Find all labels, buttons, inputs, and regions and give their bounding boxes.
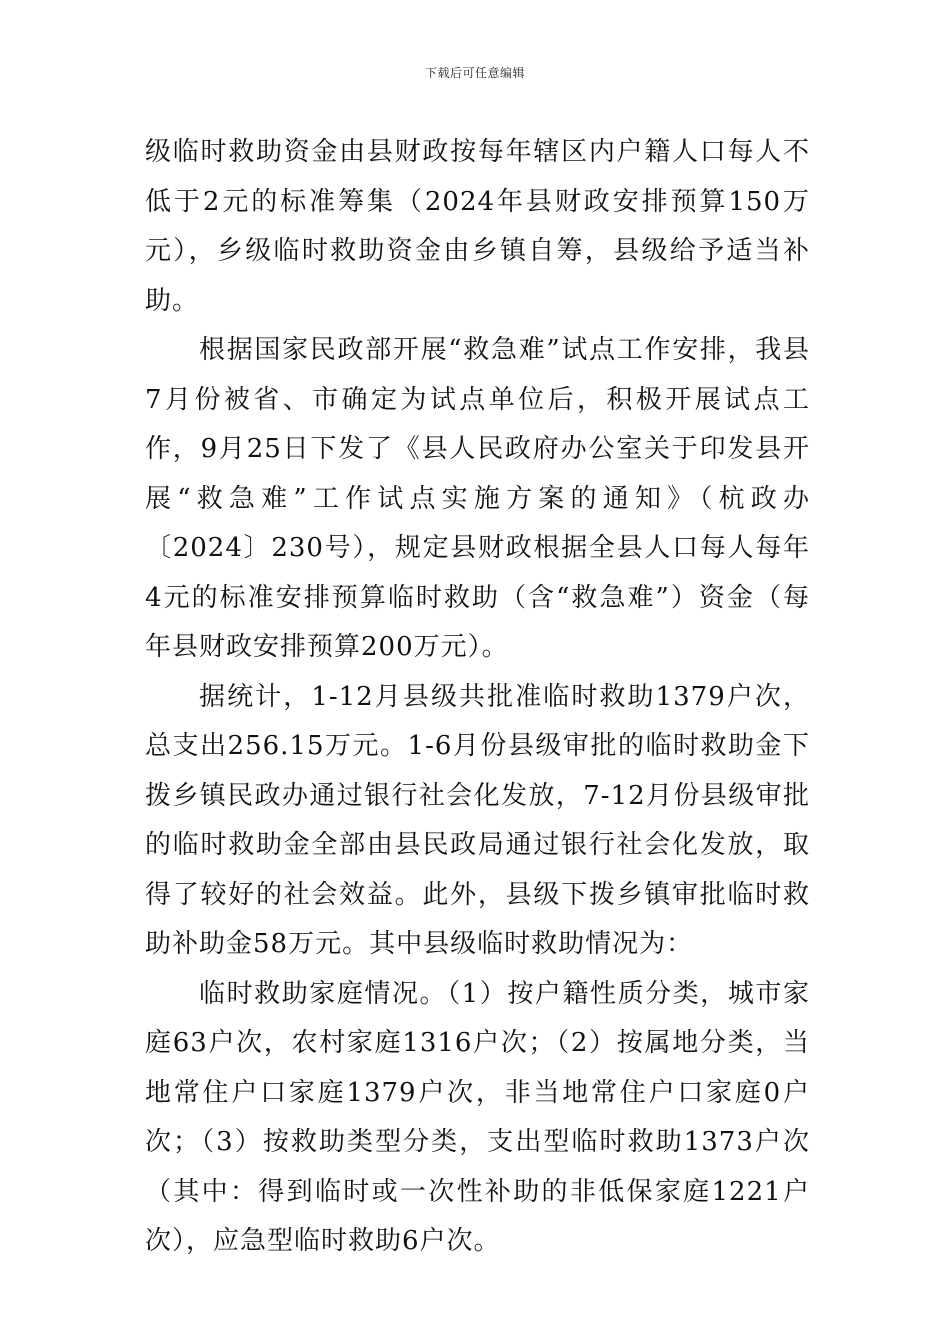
- paragraph-4: 临时救助家庭情况。（1）按户籍性质分类，城市家庭63户次，农村家庭1316户次；（2）按属地分类，当地常住户口家庭1379户次，非当地常住户口家庭0户次；（3）按救助类型分类，支出型临时救助1373户次（其中：得到临时或一次性补助的非低保家庭1221户次），应急型临时救助6户次。: [145, 978, 810, 1256]
- paragraph-3: 据统计，1-12月县级共批准临时救助1379户次，总支出256.15万元。1-6月份县级审批的临时救助金下拨乡镇民政办通过银行社会化发放，7-12月份县级审批的临时救助金全部由县民政局通过银行社会化发放，取得了较好的社会效益。此外，县级下拨乡镇审批临时救助补助金58万元。其中县级临时救助情况为：: [145, 681, 810, 959]
- paragraph-2: 根据国家民政部开展“救急难”试点工作安排，我县7月份被省、市确定为试点单位后，积极开展试点工作，9月25日下发了《县人民政府办公室关于印发县开展“救急难”工作试点实施方案的通知》（杭政办〔2024〕230号），规定县财政根据全县人口每人每年4元的标准安排预算临时救助（含“救急难”）资金（每年县财政安排预算200万元）。: [145, 335, 810, 662]
- page-header: 下载后可任意编辑: [424, 66, 525, 80]
- document-body: [145, 128, 810, 1267]
- paragraph-1: 级临时救助资金由县财政按每年辖区内户籍人口每人不低于2元的标准筹集（2024年县财政安排预算150万元），乡级临时救助资金由乡镇自筹，县级给予适当补助。: [145, 137, 810, 316]
